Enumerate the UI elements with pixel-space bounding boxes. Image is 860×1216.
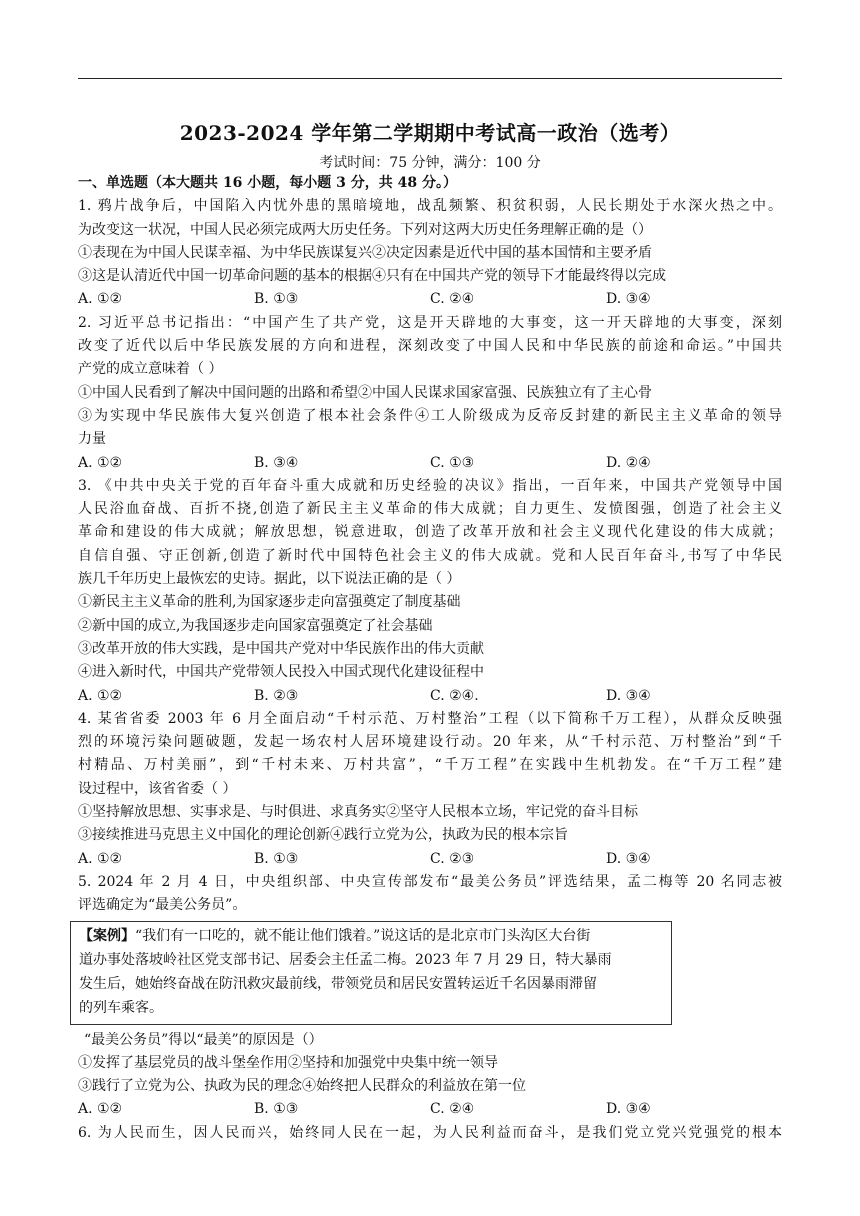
page-title: 2023-2024 学年第二学期期中考试高一政治（选考）	[179, 121, 681, 145]
question-6	[78, 1122, 782, 1145]
case-box	[70, 921, 672, 1025]
option-c[interactable]: C. ②④.	[430, 687, 479, 704]
case-text: 发生后，她始终奋战在防汛救灾最前线，带领党员和居民安置转运近千名因暴雨滞留	[79, 975, 597, 992]
question-text: 族几千年历史上最恢宏的史诗。据此，以下说法正确的是（ ）	[78, 571, 461, 588]
header-rule	[78, 78, 782, 79]
option-a[interactable]: A. ①②	[78, 687, 123, 704]
option-a[interactable]: A. ①②	[78, 850, 123, 867]
option-b[interactable]: B. ①③	[254, 850, 299, 867]
question-text: 改变了近代以后中华民族发展的方向和进程，深刻改变了中国人民和中华民族的前途和命运。”中国共	[78, 338, 782, 355]
answer-options	[78, 848, 782, 871]
question-2	[78, 312, 782, 475]
answer-options	[78, 452, 782, 475]
question-text: 设过程中，该省省委（ ）	[78, 780, 237, 797]
question-text: 烈的环境污染问题破题，发起一场农村人居环境建设行动。20 年来，从“千村示范、万村整治”到“千	[78, 734, 782, 751]
option-b[interactable]: B. ②③	[254, 687, 299, 704]
case-label: 【案例】	[79, 927, 135, 944]
question-statement: ①中国人民看到了解决中国问题的出路和希望②中国人民谋求国家富强、民族独立有了主心骨	[78, 384, 652, 401]
question-text: 5. 2024 年 2 月 4 日，中央组织部、中央宣传部发布“最美公务员”评选结果，孟二梅等 20 名同志被	[78, 873, 782, 890]
question-statement: ①发挥了基层党员的战斗堡垒作用②坚持和加强党中央集中统一领导	[78, 1054, 498, 1071]
question-text: 人民浴血奋战、百折不挠,创造了新民主主义革命的伟大成就；自力更生、发愤图强，创造了社会主义	[78, 501, 782, 518]
question-3	[78, 475, 782, 708]
option-d[interactable]: D. ③④	[606, 1101, 651, 1118]
question-text: 革命和建设的伟大成就；解放思想，锐意进取，创造了改革开放和社会主义现代化建设的伟大成就；	[78, 524, 782, 541]
question-statement: ④进入新时代，中国共产党带领人民投入中国式现代化建设征程中	[78, 664, 484, 681]
option-b[interactable]: B. ①③	[254, 1101, 299, 1118]
option-d[interactable]: D. ③④	[606, 687, 651, 704]
question-statement: ②新中国的成立,为我国逐步走向国家富强奠定了社会基础	[78, 617, 433, 634]
option-b[interactable]: B. ③④	[254, 454, 299, 471]
question-statement: ③践行了立党为公、执政为民的理念④始终把人民群众的利益放在第一位	[78, 1078, 526, 1095]
question-statement: ①表现在为中国人民谋幸福、为中华民族谋复兴②决定因素是近代中国的基本国情和主要矛盾	[78, 244, 652, 261]
answer-options	[78, 1098, 782, 1121]
question-statement: ③为实现中华民族伟大复兴创造了根本社会条件④工人阶级成为反帝反封建的新民主主义革命的领导	[78, 407, 782, 424]
answer-options	[78, 288, 782, 311]
question-text: “最美公务员”得以“最美”的原因是（）	[84, 1031, 323, 1048]
question-text: 产党的成立意味着（ ）	[78, 361, 223, 378]
answer-options	[78, 685, 782, 708]
question-statement: ③改革开放的伟大实践，是中国共产党对中华民族作出的伟大贡献	[78, 640, 484, 657]
option-c[interactable]: C. ②③	[430, 850, 475, 867]
case-text: 的列车乘客。	[79, 999, 163, 1016]
option-c[interactable]: C. ②④	[430, 291, 475, 308]
question-statement: ①新民主主义革命的胜利,为国家逐步走向富强奠定了制度基础	[78, 594, 461, 611]
question-text: 评选确定为“最美公务员”。	[78, 897, 247, 914]
option-c[interactable]: C. ②④	[430, 1101, 475, 1118]
option-c[interactable]: C. ①③	[430, 454, 475, 471]
option-a[interactable]: A. ①②	[78, 454, 123, 471]
question-1	[78, 195, 782, 311]
exam-content	[78, 172, 782, 1145]
option-a[interactable]: A. ①②	[78, 1101, 123, 1118]
case-text: 道办事处落坡岭社区党支部书记、居委会主任孟二梅。2023 年 7 月 29 日，特大暴雨	[79, 951, 612, 968]
question-text: 自信自强、守正创新,创造了新时代中国特色社会主义的伟大成就。党和人民百年奋斗,书写了中华民	[78, 547, 782, 564]
question-statement: 力量	[78, 431, 106, 448]
case-text: “我们有一口吃的，就不能让他们饿着。”说这话的是北京市门头沟区大台街	[135, 927, 591, 944]
option-a[interactable]: A. ①②	[78, 291, 123, 308]
question-4	[78, 708, 782, 871]
question-text: 3. 《中共中央关于党的百年奋斗重大成就和历史经验的决议》指出，一百年来，中国共产党领导中国	[78, 477, 782, 494]
option-d[interactable]: D. ③④	[606, 850, 651, 867]
option-d[interactable]: D. ③④	[606, 291, 651, 308]
question-text: 为改变这一状况，中国人民必须完成两大历史任务。下列对这两大历史任务理解正确的是（）	[78, 221, 652, 238]
option-b[interactable]: B. ①③	[254, 291, 299, 308]
question-statement: ①坚持解放思想、实事求是、与时俱进、求真务实②坚守人民根本立场，牢记党的奋斗目标	[78, 804, 638, 821]
section-title: 一、单选题（本大题共 16 小题，每小题 3 分，共 48 分。）	[78, 175, 457, 191]
question-text: 6. 为人民而生，因人民而兴，始终同人民在一起，为人民利益而奋斗，是我们党立党兴党强党的根本	[78, 1124, 782, 1141]
question-text: 1. 鸦片战争后，中国陷入内忧外患的黑暗境地，战乱频繁、积贫积弱，人民长期处于水深火热之中。	[78, 198, 782, 215]
question-text: 2. 习近平总书记指出：“中国产生了共产党，这是开天辟地的大事变，这一开天辟地的大事变，深刻	[78, 314, 782, 331]
option-d[interactable]: D. ②④	[606, 454, 651, 471]
question-text: 4. 某省省委 2003 年 6 月全面启动“千村示范、万村整治”工程（以下简称千万工程），从群众反映强	[78, 710, 782, 727]
question-text: 村精品、万村美丽”，到“千村未来、万村共富”，“千万工程”在实践中生机勃发。在“千万工程”建	[78, 757, 782, 774]
exam-info: 考试时间：75 分钟，满分：100 分	[319, 155, 541, 171]
question-statement: ③接续推进马克思主义中国化的理论创新④践行立党为公，执政为民的根本宗旨	[78, 827, 568, 844]
question-statement: ③这是认清近代中国一切革命问题的基本的根据④只有在中国共产党的领导下才能最终得以完成	[78, 268, 666, 285]
question-5	[78, 871, 782, 1122]
